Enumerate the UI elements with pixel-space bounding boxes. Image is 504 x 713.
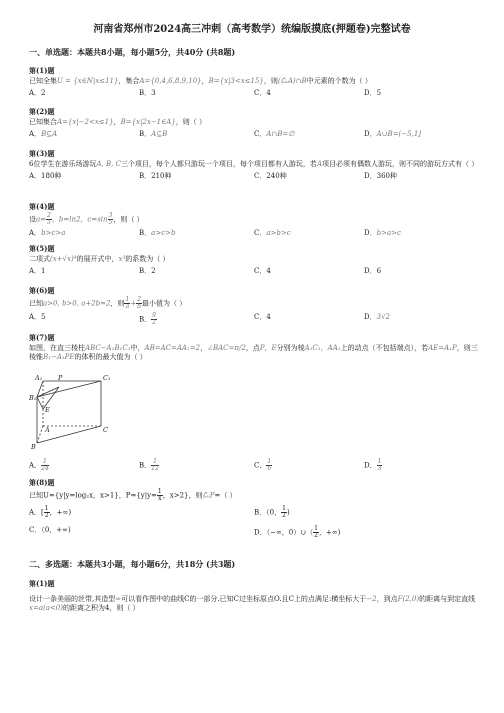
option-letter: C．	[254, 129, 267, 138]
option-c[interactable]: C．4	[254, 312, 271, 321]
option-math: b>c>a	[41, 228, 66, 237]
option-a[interactable]: A．5	[29, 312, 46, 321]
fraction	[266, 459, 272, 472]
option-math: B⊆A	[41, 129, 58, 138]
option-b[interactable]	[139, 459, 159, 472]
option-letter: D．	[364, 461, 377, 470]
stem-math: B={x|2x−1∈A}	[120, 117, 176, 126]
option-text: ，+∞)	[49, 508, 72, 517]
answer-options	[29, 172, 479, 183]
answer-options	[29, 229, 479, 240]
question-number: 第(8)题	[29, 478, 55, 487]
option-d[interactable]	[364, 313, 390, 322]
fraction	[151, 459, 159, 472]
stem-math: B={x|3<x≤15}	[208, 76, 264, 85]
stem-math: F(2,0)	[397, 594, 420, 603]
edge-b1-c1	[37, 381, 101, 397]
option-letter: B．	[139, 315, 152, 324]
stem-text: 已知U={y|y=log₂x，x>1}，P={y|y=	[29, 491, 157, 500]
question-stem	[29, 489, 479, 502]
stem-text: 二项式	[29, 254, 50, 263]
question-stem	[29, 213, 479, 226]
stem-math: x=a(a<0)	[29, 603, 63, 612]
numerator: 3	[108, 211, 113, 219]
stem-text: 可以看作图中的曲线C的一部分.已知C过坐标原点O.且C上的点满足:横坐标大于	[121, 594, 367, 603]
option-b[interactable]	[139, 313, 157, 326]
option-letter: D．	[364, 129, 377, 138]
option-text: B．（0，	[254, 508, 282, 517]
stem-math: AB=AC=AA₁=2	[144, 343, 201, 352]
question-number: 第(7)题	[29, 333, 55, 342]
option-math: A⊆B	[151, 129, 168, 138]
numerator: 1	[153, 458, 157, 465]
answer-options-row-2	[29, 526, 479, 542]
option-letter: C．	[254, 461, 267, 470]
option-d[interactable]: D．360种	[364, 171, 397, 180]
stem-math: ABC−A₁B₁C₁	[85, 343, 131, 352]
question-4	[29, 203, 479, 240]
section-heading-single-choice: 一、单选题：本题共8小题，每小题5分，共40分 (共8题)	[29, 47, 236, 57]
stem-math: −2	[366, 594, 377, 603]
option-b[interactable]: B．2	[139, 266, 156, 275]
question-stem	[29, 77, 479, 86]
option-math: A∩B=∅	[266, 129, 295, 138]
prism-figure	[29, 373, 119, 453]
stem-math: a=	[36, 215, 47, 224]
option-text: ，+∞)	[318, 528, 341, 537]
option-c[interactable]	[254, 459, 272, 472]
option-a[interactable]: A．2	[29, 88, 46, 97]
option-text: )	[286, 508, 290, 517]
stem-text: 的系数为（ ）	[125, 254, 170, 263]
stem-math: ∞	[115, 594, 122, 603]
option-c[interactable]	[254, 229, 291, 238]
denominator: 3	[377, 465, 382, 472]
question-3	[29, 150, 479, 183]
fraction	[377, 459, 383, 472]
numerator: 2	[137, 295, 142, 303]
denominator: a	[125, 302, 130, 310]
stem-text: 上的动点（不包括端点），若	[340, 343, 429, 352]
option-math: a>b>c	[266, 228, 291, 237]
option-b[interactable]	[139, 130, 167, 139]
stem-text: 的体积的最大值为（ ）	[74, 352, 147, 361]
question-stem	[29, 255, 479, 264]
option-a[interactable]	[29, 229, 65, 238]
option-letter: A．	[29, 461, 42, 470]
stem-text: ，则	[263, 76, 278, 85]
answer-options	[29, 267, 479, 278]
stem-text: 三个项目，每个人都只游玩一个项目，每个项目都有人游玩，若	[120, 159, 317, 168]
stem-math: A, B, C	[96, 159, 121, 168]
option-letter: B．	[139, 228, 152, 237]
label-c1: C₁	[103, 374, 111, 382]
stem-text: 最小值为（ ）	[142, 299, 187, 308]
option-c[interactable]: C．4	[254, 266, 271, 275]
stem-math: A={x|−2<x≤1}	[57, 117, 114, 126]
option-b[interactable]: B．210种	[139, 171, 172, 180]
stem-text: ，则（ ）	[175, 117, 207, 126]
fraction	[41, 459, 49, 472]
stem-text: 的展开式中，	[76, 254, 119, 263]
option-c[interactable]	[254, 130, 294, 139]
option-a[interactable]	[29, 130, 57, 139]
stem-math: AE=A₁P	[428, 343, 457, 352]
question-number: 第(1)题	[29, 579, 55, 588]
stem-text: ，则三棱锥	[29, 343, 478, 361]
stem-text: 设计一条美丽的丝带,其造型	[29, 594, 116, 603]
option-letter: D．	[364, 228, 377, 237]
stem-text: ，则（ ）	[113, 215, 144, 224]
stem-text: =（ ）	[214, 491, 237, 500]
option-text: D．（−∞，0）∪（	[254, 528, 314, 537]
denominator: b	[137, 302, 142, 310]
label-b1: B₁	[29, 394, 37, 402]
question-number: 第(2)题	[29, 107, 55, 116]
option-b[interactable]: B．3	[139, 88, 156, 97]
stem-text: ，则	[110, 299, 125, 308]
denominator: 5	[47, 218, 51, 226]
option-letter: A．	[29, 228, 42, 237]
numerator: 1	[377, 458, 382, 465]
stem-math: A={0,4,6,8,9,10}	[139, 76, 202, 85]
stem-text: ，到点	[376, 594, 398, 603]
question-number: 第(3)题	[29, 149, 55, 158]
option-a[interactable]	[29, 506, 71, 519]
question-7-options	[29, 456, 479, 473]
stem-text: ，	[200, 343, 208, 352]
label-e: E	[45, 406, 50, 414]
stem-text: 已知集合	[29, 117, 57, 126]
option-a[interactable]: A．1	[29, 266, 46, 275]
option-d[interactable]	[364, 130, 421, 139]
numerator: 1	[157, 487, 162, 495]
question-5	[29, 245, 479, 278]
numerator: 1	[282, 504, 286, 512]
answer-options	[29, 459, 479, 473]
stem-text: ，x>2}，则	[162, 491, 203, 500]
label-a1: A₁	[35, 374, 43, 382]
numerator: 2	[47, 211, 51, 219]
stem-math: A	[316, 159, 322, 168]
option-b[interactable]	[139, 229, 175, 238]
question-8	[29, 479, 479, 542]
stem-text: 中元素的个数为（ ）	[306, 76, 372, 85]
option-letter: A．	[29, 129, 42, 138]
option-text: A．[	[29, 508, 44, 517]
stem-text: 的距离与到定直线	[419, 594, 476, 603]
numerator: 1	[44, 504, 49, 512]
option-b[interactable]	[254, 506, 290, 519]
denominator: 2	[152, 318, 156, 326]
hidden-edge-a-b	[37, 426, 43, 443]
stem-math: P，E	[259, 343, 277, 352]
stem-math: A₁C₁，AA₁	[304, 343, 341, 352]
question-7	[29, 334, 479, 361]
option-d[interactable]	[364, 229, 401, 238]
stem-math: a>0, b>0, a+2b=2	[43, 299, 111, 308]
option-math: A∪B=(−5,1]	[376, 129, 422, 138]
option-letter: C．	[254, 228, 267, 237]
option-d[interactable]: D．6	[364, 266, 382, 275]
numerator: 1	[314, 524, 318, 532]
numerator: 9	[152, 311, 156, 319]
label-p: P	[58, 374, 63, 382]
stem-text: ，	[113, 117, 121, 126]
question-1	[29, 67, 479, 100]
question-number: 第(5)题	[29, 244, 55, 253]
stem-math: (∁ᵤA)∩B	[277, 76, 307, 85]
fraction	[151, 313, 157, 326]
question-9	[29, 580, 479, 612]
question-number: 第(6)题	[29, 286, 55, 295]
denominator: 12	[151, 465, 159, 472]
stem-math: (x+√x)⁴	[50, 254, 77, 263]
question-2	[29, 108, 479, 141]
answer-options	[29, 89, 479, 100]
denominator: 2	[314, 531, 318, 539]
question-stem	[29, 118, 479, 127]
option-d[interactable]	[254, 526, 340, 539]
question-stem	[29, 344, 479, 362]
stem-math: ∁ᵤP	[202, 491, 215, 500]
denominator: x	[158, 494, 162, 502]
question-stem	[29, 595, 479, 613]
option-d[interactable]: D．5	[364, 88, 382, 97]
answer-options	[29, 313, 479, 327]
numerator: 1	[125, 295, 130, 303]
option-d[interactable]	[364, 459, 382, 472]
stem-text: 如图，在直三棱柱	[29, 343, 85, 352]
stem-text: 项目必须有偶数人游玩，则不同的游玩方式有（ ）	[322, 159, 479, 168]
option-letter: B．	[139, 129, 152, 138]
option-c[interactable]: C．240种	[254, 171, 287, 180]
question-number: 第(1)题	[29, 66, 55, 75]
option-a[interactable]	[29, 459, 49, 472]
denominator: 2	[44, 511, 49, 519]
option-c[interactable]: C．4	[254, 88, 271, 97]
page-title: 河南省郑州市2024高三冲刺（高考数学）统编版摸底(押题卷)完整试卷	[93, 24, 411, 35]
stem-text: 已知全集	[29, 76, 57, 85]
numerator: 1	[42, 458, 47, 465]
answer-options-row-1	[29, 506, 479, 522]
denominator: 5	[108, 218, 113, 226]
stem-text: 已知	[29, 299, 43, 308]
question-stem	[29, 160, 479, 169]
question-stem	[29, 297, 479, 310]
question-number: 第(4)题	[29, 202, 55, 211]
option-math: 3√2	[376, 312, 390, 321]
option-math: a>c>b	[151, 228, 176, 237]
stem-text: ，	[201, 76, 209, 85]
answer-options	[29, 130, 479, 141]
stem-text: 设	[29, 215, 36, 224]
denominator: 6	[267, 465, 272, 472]
stem-text: 6位学生在游乐场游玩	[29, 159, 97, 168]
section-heading-multiple-choice: 二、多选题：本题共3小题，每小题6分，共18分 (共3题)	[29, 559, 236, 569]
option-letter: D．	[364, 312, 377, 321]
stem-math: x³	[118, 254, 126, 263]
stem-text: 分别为棱	[276, 343, 305, 352]
question-6	[29, 287, 479, 327]
option-a[interactable]: A．180种	[29, 171, 62, 180]
option-math: b>a>c	[376, 228, 401, 237]
stem-text: ，集合	[118, 76, 140, 85]
stem-math: ∠BAC=π/2	[207, 343, 246, 352]
stem-text: ，点	[245, 343, 260, 352]
option-letter: B．	[139, 461, 152, 470]
stem-text: 中，	[130, 343, 145, 352]
denominator: 24	[41, 465, 49, 472]
stem-math: +	[130, 299, 137, 308]
label-c: C	[103, 426, 108, 434]
segment-b1-e	[37, 397, 43, 409]
numerator: 1	[267, 458, 272, 465]
denominator: 2	[282, 511, 286, 519]
stem-math: ，b=ln2，c=sin	[51, 215, 108, 224]
stem-math: B₁−A₁PE	[43, 352, 75, 361]
stem-text: 的距离之积为4，则（ ）	[62, 603, 140, 612]
label-b: B	[31, 443, 36, 451]
label-a: A	[45, 426, 50, 434]
stem-math: U = {x∈N|x≤11}	[57, 76, 119, 85]
option-c[interactable]: C．（0，+∞)	[29, 525, 71, 534]
